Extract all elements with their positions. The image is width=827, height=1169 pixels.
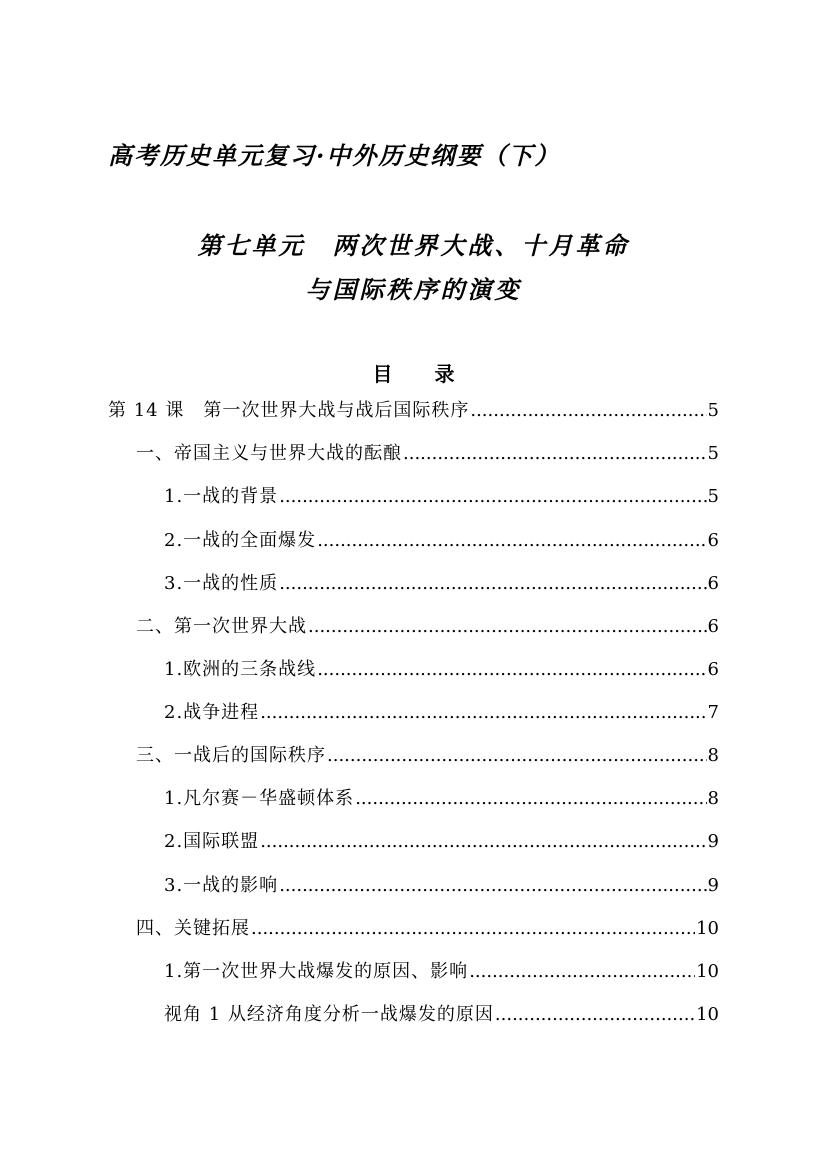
toc-leader-dots xyxy=(317,528,706,554)
toc-entry-2-2[interactable] xyxy=(164,700,719,726)
toc-entry-label: 3.一战的影响 xyxy=(164,875,279,896)
toc-entry-label: 3.一战的性质 xyxy=(164,573,279,594)
toc-entry-3-3[interactable] xyxy=(164,873,719,899)
unit-title-line-2: 与国际秩序的演变 xyxy=(305,275,522,304)
toc-entry-label: 三、一战后的国际秩序 xyxy=(136,745,326,766)
toc-entry-1-3[interactable] xyxy=(164,571,719,597)
toc-leader-dots xyxy=(308,614,707,640)
toc-entry-label: 一、帝国主义与世界大战的酝酿 xyxy=(136,443,402,464)
toc-leader-dots xyxy=(495,1002,695,1028)
toc-entry-label: 视角 1 从经济角度分析一战爆发的原因 xyxy=(164,1004,494,1025)
toc-entry-1-2[interactable] xyxy=(164,528,719,554)
toc-entry-page: 6 xyxy=(707,659,719,680)
toc-entry-section-2[interactable] xyxy=(136,614,719,640)
toc-leader-dots xyxy=(260,700,706,726)
toc-entry-label: 二、第一次世界大战 xyxy=(136,616,307,637)
toc-entry-perspective-1[interactable] xyxy=(164,1002,719,1028)
toc-leader-dots xyxy=(355,786,706,812)
toc-entry-label: 2.国际联盟 xyxy=(164,831,260,852)
toc-entry-section-1[interactable] xyxy=(136,441,719,467)
toc-leader-dots xyxy=(317,657,706,683)
toc-leader-dots xyxy=(403,441,707,467)
toc-entry-page: 5 xyxy=(707,443,719,464)
toc-entry-label: 第 14 课 第一次世界大战与战后国际秩序 xyxy=(108,400,470,421)
toc-entry-page: 9 xyxy=(707,875,719,896)
toc-leader-dots xyxy=(469,959,695,985)
toc-entry-label: 2.战争进程 xyxy=(164,702,260,723)
toc-entry-3-1[interactable] xyxy=(164,786,719,812)
toc-leader-dots xyxy=(470,398,706,424)
unit-title-line-1: 第七单元 两次世界大战、十月革命 xyxy=(197,231,630,260)
toc-entry-page: 10 xyxy=(696,1004,719,1025)
toc-entry-4-1[interactable] xyxy=(164,959,719,985)
toc-entry-label: 1.欧洲的三条战线 xyxy=(164,659,317,680)
toc-entry-page: 8 xyxy=(707,745,719,766)
toc-leader-dots xyxy=(279,484,706,510)
toc-entry-page: 10 xyxy=(696,961,719,982)
toc-entry-page: 6 xyxy=(707,530,719,551)
toc-entry-label: 2.一战的全面爆发 xyxy=(164,530,317,551)
toc-leader-dots xyxy=(251,916,695,942)
toc-entry-page: 10 xyxy=(696,918,719,939)
toc-entry-3-2[interactable] xyxy=(164,829,719,855)
toc-entry-page: 5 xyxy=(707,486,719,507)
toc-leader-dots xyxy=(327,743,707,769)
toc-entry-label: 1.一战的背景 xyxy=(164,486,279,507)
toc-entry-label: 四、关键拓展 xyxy=(136,918,250,939)
toc-entry-page: 6 xyxy=(707,573,719,594)
document-title: 高考历史单元复习·中外历史纲要（下） xyxy=(108,141,561,170)
toc-leader-dots xyxy=(260,829,706,855)
toc-leader-dots xyxy=(279,873,706,899)
toc-entry-label: 1.第一次世界大战爆发的原因、影响 xyxy=(164,961,469,982)
toc-leader-dots xyxy=(279,571,706,597)
toc-entry-section-3[interactable] xyxy=(136,743,719,769)
toc-entry-page: 9 xyxy=(707,831,719,852)
toc-entry-page: 7 xyxy=(707,702,719,723)
toc-entry-lesson-14[interactable] xyxy=(108,398,719,424)
toc-entry-page: 5 xyxy=(707,400,719,421)
toc-heading-left: 目 xyxy=(372,362,393,386)
toc-entry-page: 8 xyxy=(707,788,719,809)
toc-heading-right: 录 xyxy=(434,362,455,386)
toc-entry-label: 1.凡尔赛－华盛顿体系 xyxy=(164,788,355,809)
toc-entry-page: 6 xyxy=(707,616,719,637)
toc-entry-1-1[interactable] xyxy=(164,484,719,510)
toc-entry-2-1[interactable] xyxy=(164,657,719,683)
toc-entry-section-4[interactable] xyxy=(136,916,719,942)
